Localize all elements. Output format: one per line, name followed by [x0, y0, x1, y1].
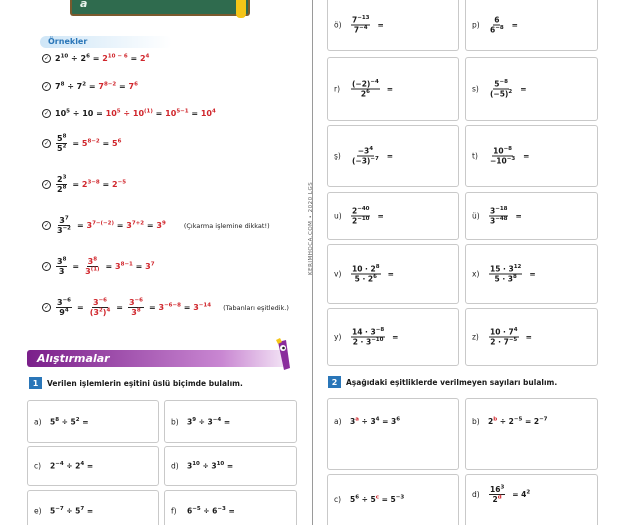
- exercise-box-z[interactable]: z) $\frac{10 \cdot 7^4}{2 \cdot 7^{-5}}$ =: [465, 308, 598, 366]
- item-label: t): [472, 151, 478, 161]
- example-row: ✓ $\frac{3^7}{3^{-2}}$ = $3^{7-(-2)} = 3^{7+2} = 3^9$ (Çıkarma işlemine dikkat!): [43, 215, 270, 235]
- item-label: x): [472, 269, 480, 279]
- item-label: ü): [472, 211, 480, 221]
- examples-heading: Örnekler: [40, 36, 172, 48]
- exercises-heading: Alıştırmalar: [27, 350, 287, 367]
- task1-title: [29, 377, 243, 389]
- check-icon: ✓: [43, 262, 50, 270]
- exercise-box-y[interactable]: y) $\frac{14 \cdot 3^{-8}}{2 \cdot 3^{-10}}$ =: [327, 308, 459, 366]
- item-label: y): [334, 332, 342, 342]
- item-label: p): [472, 20, 480, 30]
- exercise-box-u[interactable]: u) $\frac{2^{-40}}{2^{-10}}$ =: [327, 192, 459, 240]
- example-row: ✓ $\frac{3^{-6}}{9^4}$ = $\frac{3^{-6}}{(3^2)^4}$ = $\frac{3^{-6}}{3^8}$ = $3^{-6-8} = 3^{-14}$ (Tabanları eşitledik.): [43, 297, 289, 317]
- example-note: (Çıkarma işlemine dikkat!): [183, 221, 270, 230]
- item-label: u): [334, 211, 342, 221]
- exercise-box-o[interactable]: ö) $\frac{7^{-13}}{7^{-4}}$ =: [327, 0, 459, 51]
- pencil-mascot-icon: [274, 338, 294, 372]
- item-label: v): [334, 269, 342, 279]
- pencil-icon: [236, 0, 246, 18]
- example-row: ✓ $7^8 \div 7^2 = 7^{8-2} = 7^6$: [43, 81, 138, 91]
- item-label: r): [334, 84, 341, 94]
- exercise-box-ue[interactable]: ü) $\frac{3^{-18}}{3^{-48}}$ =: [465, 192, 598, 240]
- exercise-box-f[interactable]: f) $6^{-5} \div 6^{-3}$ =: [164, 490, 297, 525]
- check-icon: ✓: [43, 139, 50, 147]
- check-icon: ✓: [43, 54, 50, 62]
- item-label: d): [472, 490, 480, 499]
- exercise-box-p[interactable]: p) $\frac{6}{6^{-8}}$ =: [465, 0, 598, 51]
- example-row: ✓ $\frac{2^3}{2^8}$ = $2^{3-8} = 2^{-5}$: [43, 174, 127, 194]
- example-row: ✓ $\frac{3^8}{3}$ = $\frac{3^8}{3^{(1)}}$ = $3^{8-1} = 3^7$: [43, 256, 155, 276]
- example-row: ✓ $2^{10} \div 2^6 = 2^{10 - 6} = 2^4$: [43, 53, 150, 63]
- chalkboard-text: a: [80, 0, 88, 10]
- exercise-box-a[interactable]: a) $5^8 \div 5^2$ =: [27, 400, 159, 443]
- check-icon: ✓: [43, 82, 50, 90]
- exercise-box-b[interactable]: b) $3^9 \div 3^{-4}$ =: [164, 400, 297, 443]
- exercise-box-c[interactable]: c) $2^{-4} \div 2^4$ =: [27, 446, 159, 486]
- item-label: c): [334, 495, 342, 504]
- exercise-box-sh[interactable]: ş) $\frac{-3^4}{(-3)^{-7}}$ =: [327, 125, 459, 187]
- task-number-badge: 2: [328, 376, 341, 388]
- exercise-box-e[interactable]: e) $5^{-7} \div 5^7$ =: [27, 490, 159, 525]
- check-icon: ✓: [43, 109, 50, 117]
- chalkboard-banner: [70, 0, 250, 16]
- item-label: c): [34, 461, 42, 471]
- example-row: ✓ $10^5 \div 10 = 10^5 \div 10^{(1)} = 10^{5-1} = 10^4$: [43, 108, 216, 118]
- example-note: (Tabanları eşitledik.): [223, 303, 289, 312]
- exercise-box-b2[interactable]: b) $2^b \div 2^{-5} = 2^{-7}$: [465, 398, 598, 470]
- brand-watermark: KERIMHOCA.COM • 2020 LGS: [308, 181, 314, 275]
- exercise-box-a2[interactable]: a) $3^a \div 3^4 = 3^6$: [327, 398, 459, 470]
- item-label: ş): [334, 151, 341, 161]
- exercise-box-s[interactable]: s) $\frac{5^{-8}}{(-5)^2}$ =: [465, 57, 598, 121]
- exercise-box-r[interactable]: r) $\frac{(-2)^{-4}}{2^6}$ =: [327, 57, 459, 121]
- task-number-badge: 1: [29, 377, 42, 389]
- exercise-box-t[interactable]: t) $\frac{10^{-8}}{-10^{-3}}$ =: [465, 125, 598, 187]
- check-icon: ✓: [43, 303, 50, 311]
- exercise-box-x[interactable]: x) $\frac{15 \cdot 3^{12}}{5 \cdot 3^8}$ =: [465, 244, 598, 304]
- exercise-box-c2[interactable]: c) $5^6 \div 5^c = 5^{-3}$: [327, 474, 459, 525]
- example-row: ✓ $\frac{5^8}{5^2}$ = $5^{8-2} = 5^6$: [43, 133, 122, 153]
- item-label: a): [334, 417, 342, 426]
- item-label: z): [472, 332, 479, 342]
- check-icon: ✓: [43, 221, 50, 229]
- item-label: b): [472, 417, 480, 426]
- item-label: a): [34, 417, 42, 426]
- item-label: s): [472, 84, 479, 94]
- task-instruction: Verilen işlemlerin eşitini üslü biçimde bulalım.: [47, 378, 243, 388]
- exercise-box-d2[interactable]: d) $\frac{16^3}{2^d}$ = $4^2$: [465, 474, 598, 525]
- item-label: f): [171, 506, 177, 516]
- task2-title: [328, 376, 557, 388]
- item-label: b): [171, 417, 179, 426]
- exercise-box-d[interactable]: d) $3^{10} \div 3^{10}$ =: [164, 446, 297, 486]
- item-label: d): [171, 461, 179, 471]
- exercise-box-v[interactable]: v) $\frac{10 \cdot 2^8}{5 \cdot 2^6}$ =: [327, 244, 459, 304]
- task-instruction: Aşağıdaki eşitliklerde verilmeyen sayıları bulalım.: [346, 377, 558, 387]
- item-label: ö): [334, 20, 342, 30]
- check-icon: ✓: [43, 180, 50, 188]
- item-label: e): [34, 506, 42, 516]
